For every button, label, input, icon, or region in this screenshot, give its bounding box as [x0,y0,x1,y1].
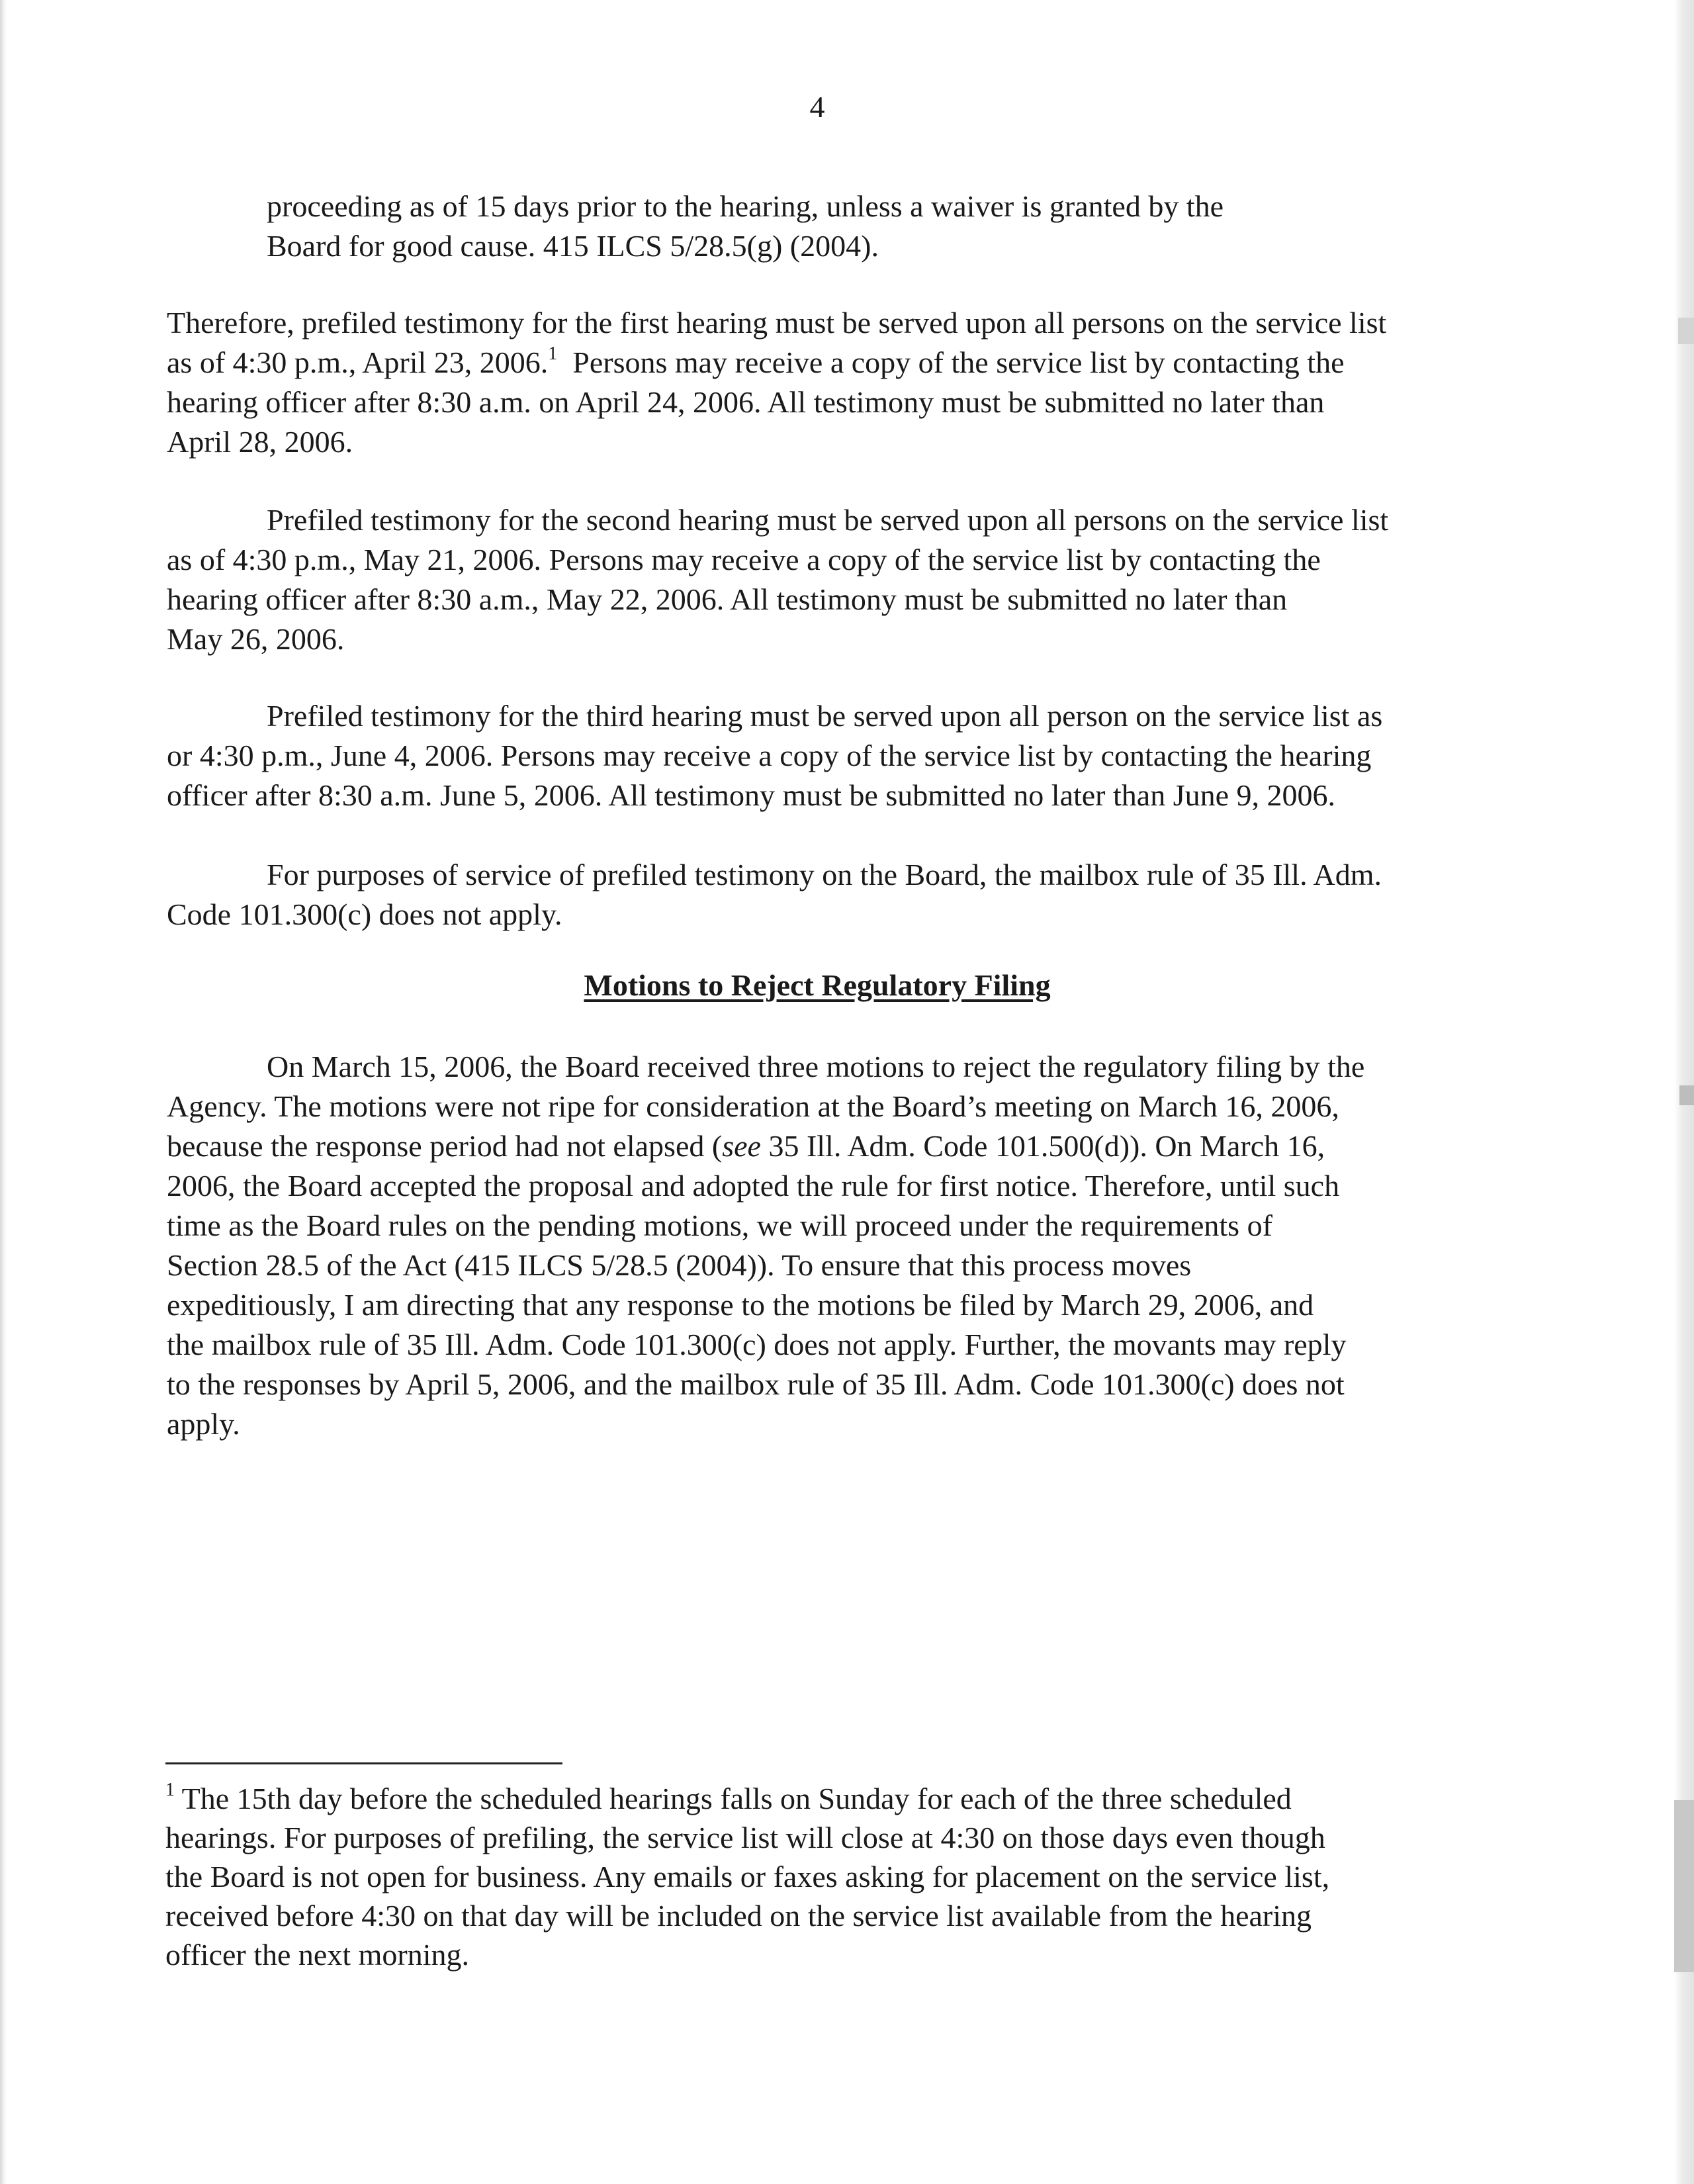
paragraph-line: to the responses by April 5, 2006, and the mailbox rule of 35 Ill. Adm. Code 101.300(c) does not [167,1367,1345,1401]
paragraph-motions [167,1047,1364,1444]
paragraph-line: Prefiled testimony for the third hearing must be served upon all person on the service list as [267,699,1383,733]
paragraph-line: officer after 8:30 a.m. June 5, 2006. All testimony must be submitted no later than June 9, 2006. [167,778,1336,812]
footnote-line: received before 4:30 on that day will be included on the service list available from the hearing [165,1899,1312,1933]
paragraph-line: On March 15, 2006, the Board received three motions to reject the regulatory filing by the [267,1050,1365,1083]
footnote-line: hearings. For purposes of prefiling, the service list will close at 4:30 on those days even though [165,1821,1325,1854]
scan-edge-left [0,0,7,2184]
paragraph-line: the mailbox rule of 35 Ill. Adm. Code 101.300(c) does not apply. Further, the movants may reply [167,1328,1347,1361]
paragraph-line: Prefiled testimony for the second hearing must be served upon all persons on the service list [267,503,1389,537]
paragraph-line: Therefore, prefiled testimony for the first hearing must be served upon all persons on the service list [167,306,1387,340]
footnote-line: officer the next morning. [165,1938,470,1972]
paragraph-line: hearing officer after 8:30 a.m., May 22, 2006. All testimony must be submitted no later than [167,582,1288,616]
footnote-marker: 1 [165,1780,175,1800]
paragraph-line: as of 4:30 p.m., May 21, 2006. Persons may receive a copy of the service list by contacting the [167,543,1321,576]
paragraph-mailbox-rule [167,855,1382,934]
paragraph-line: Code 101.300(c) does not apply. [167,897,562,931]
footnote-line: $^1$ The 15th day before the scheduled hearings falls on Sunday for each of the three scheduled [165,1780,1292,1815]
quote-line: Board for good cause. 415 ILCS 5/28.5(g) (2004). [267,229,879,263]
quote-block [267,187,1224,266]
footnote [165,1779,1329,1974]
paragraph-line: or 4:30 p.m., June 4, 2006. Persons may receive a copy of the service list by contacting the hearing [167,739,1372,772]
paragraph-line: because the response period had not elapsed (see 35 Ill. Adm. Code 101.500(d)). On March 16, [167,1129,1325,1163]
paragraph-line: time as the Board rules on the pending motions, we will proceed under the requirements of [167,1208,1272,1242]
paragraph-line: as of 4:30 p.m., April 23, 2006.$^1$ Persons may receive a copy of the service list by contacting the [167,343,1345,379]
paragraph-second-hearing [167,500,1388,659]
paragraph-line: For purposes of service of prefiled testimony on the Board, the mailbox rule of 35 Ill. Adm. [267,858,1382,891]
paragraph-third-hearing [167,696,1382,815]
section-heading: Motions to Reject Regulatory Filing [584,968,1051,1002]
paragraph-line: May 26, 2006. [167,622,345,656]
paragraph-line: Section 28.5 of the Act (415 ILCS 5/28.5 (2004)). To ensure that this process moves [167,1248,1192,1282]
paragraph-line: 2006, the Board accepted the proposal and adopted the rule for first notice. Therefore, until such [167,1169,1340,1203]
paragraph-line: apply. [167,1407,240,1441]
footnote-separator [165,1762,562,1764]
paragraph-line: expeditiously, I am directing that any response to the motions be filed by March 29, 2006, and [167,1288,1314,1322]
footnote-reference: 1 [548,343,558,364]
footnote-line: the Board is not open for business. Any emails or faxes asking for placement on the service list, [165,1860,1330,1893]
paragraph-first-hearing [167,303,1386,462]
paragraph-line: April 28, 2006. [167,425,353,459]
italic-see: see [722,1129,761,1163]
scan-edge-right [1674,0,1694,2184]
paragraph-line: Agency. The motions were not ripe for consideration at the Board’s meeting on March 16, 2006, [167,1089,1339,1123]
page-number: 4 [809,90,825,124]
paragraph-line: hearing officer after 8:30 a.m. on April 24, 2006. All testimony must be submitted no later than [167,385,1325,419]
quote-line: proceeding as of 15 days prior to the hearing, unless a waiver is granted by the [267,189,1224,223]
